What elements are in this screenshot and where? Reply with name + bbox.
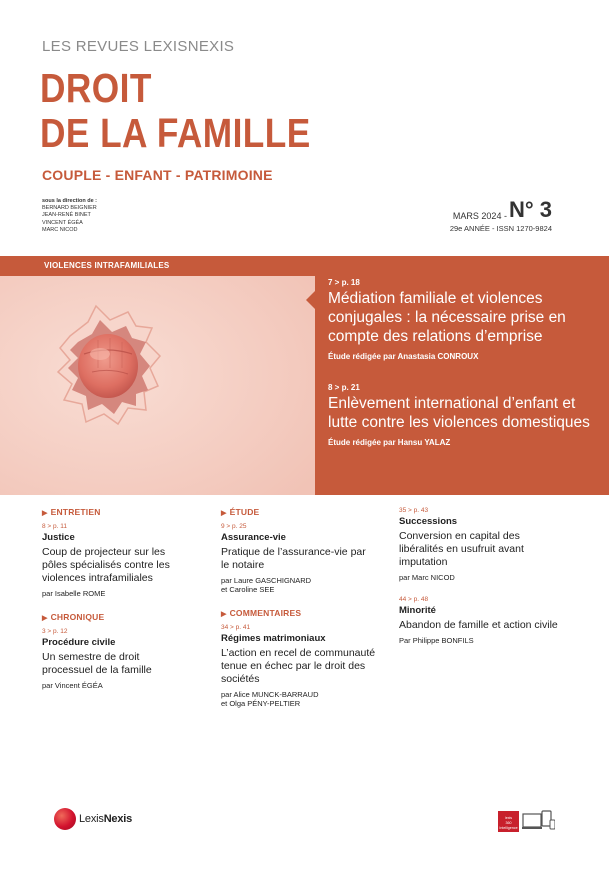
publisher-logo-text: LexisNexis	[79, 813, 133, 825]
entry-title: Procédure civile	[42, 637, 116, 648]
entry-title: Successions	[399, 516, 458, 527]
entry-minorite[interactable]	[399, 596, 559, 645]
entry-text: Coup de projecteur sur les pôles spécialisés contre les violences intrafamiliales	[42, 546, 170, 584]
feature-ref: 8 > p. 21	[328, 383, 360, 392]
entry-text: Abandon de famille et action civile	[399, 619, 558, 631]
entry-author: par Alice MUNCK-BARRAUD et Olga PÉNY-PELTIER	[221, 690, 319, 708]
feature-band	[0, 256, 609, 495]
entry-ref: 44 > p. 48	[399, 596, 429, 603]
entry-commentaires[interactable]	[221, 608, 376, 708]
direction-name: BERNARD BEIGNIER	[42, 205, 97, 212]
column-1	[42, 507, 192, 704]
entry-title: Régimes matrimoniaux	[221, 633, 326, 644]
arrow-icon: ▶	[42, 510, 48, 517]
direction-name: VINCENT ÉGÉA	[42, 219, 83, 226]
entry-author: Par Philippe BONFILS	[399, 636, 474, 645]
arrow-icon: ▶	[42, 615, 48, 622]
entry-ref: 3 > p. 12	[42, 628, 68, 635]
section-heading: ▶ ÉTUDE	[221, 507, 260, 517]
feature-band-left	[0, 256, 315, 495]
entry-author: par Vincent ÉGÉA	[42, 681, 103, 690]
feature-title: Enlèvement international d’enfant et lutte contre les violences domestiques	[328, 395, 590, 431]
column-2	[221, 507, 376, 722]
fist	[78, 334, 138, 398]
entry-ref: 34 > p. 41	[221, 624, 251, 631]
entry-title: Justice	[42, 532, 75, 543]
page-title-line1: DROIT	[40, 65, 152, 111]
direction-block	[42, 198, 97, 234]
issue-number: N° 3	[508, 197, 552, 222]
entry-ref: 9 > p. 25	[221, 523, 247, 530]
section-heading: ▶ CHRONIQUE	[42, 612, 105, 622]
issue-info	[453, 199, 552, 221]
publisher-logo-mark	[54, 808, 76, 830]
feature-byline: Étude rédigée par Anastasia CONROUX	[328, 352, 479, 361]
feature-title: Médiation familiale et violences conjugales : la nécessaire prise en compte des relations d’emprise	[328, 290, 566, 345]
issn: 29e ANNÉE - ISSN 1270-9824	[449, 224, 552, 233]
publisher-logo	[54, 808, 132, 830]
section-heading: ▶ ENTRETIEN	[42, 507, 101, 517]
column-3	[399, 507, 559, 659]
direction-name: MARC NICOD	[42, 226, 78, 233]
entry-etude[interactable]	[221, 507, 376, 594]
feature-article-1[interactable]	[328, 278, 593, 361]
entry-author: par Isabelle ROME	[42, 589, 106, 598]
entry-text: Pratique de l’assurance-vie par le notaire	[221, 546, 366, 571]
entry-title: Minorité	[399, 605, 436, 616]
entry-author: par Marc NICOD	[399, 573, 455, 582]
entry-ref: 8 > p. 11	[42, 523, 67, 530]
entry-ref: 35 > p. 43	[399, 507, 429, 514]
feature-band-right	[315, 256, 609, 495]
issue-date: MARS 2024 -	[452, 211, 507, 221]
section-heading: ▶ COMMENTAIRES	[221, 608, 302, 618]
page-title-line2: DE LA FAMILLE	[40, 110, 311, 156]
entry-title: Assurance-vie	[221, 532, 286, 543]
feature-byline: Étude rédigée par Hansu YALAZ	[328, 438, 451, 447]
feature-ref: 7 > p. 18	[328, 278, 360, 287]
lexis360-badge: lexis 360 Intelligence	[498, 811, 519, 832]
entry-entretien[interactable]	[42, 507, 192, 598]
entry-text: L’action en recel de communauté tenue en échec par le droit des sociétés	[221, 647, 376, 685]
devices-icon	[522, 809, 555, 833]
direction-name: JEAN-RENÉ BINET	[42, 212, 91, 219]
band-label: VIOLENCES INTRAFAMILIALES	[0, 256, 315, 276]
entry-successions[interactable]	[399, 507, 559, 582]
band-pointer	[306, 291, 315, 309]
entry-text: Conversion en capital des libéralités en usufruit avant imputation	[399, 530, 524, 568]
fist-through-paper-image	[0, 276, 315, 495]
entry-chronique[interactable]	[42, 612, 192, 690]
series-name: LES REVUES LEXISNEXIS	[42, 38, 235, 55]
arrow-icon: ▶	[221, 510, 227, 517]
feature-article-2[interactable]	[328, 383, 593, 447]
entry-author: par Laure GASCHIGNARD et Caroline SEE	[221, 576, 312, 594]
direction-label: sous la direction de :	[42, 198, 98, 204]
page-subtitle: COUPLE - ENFANT - PATRIMOINE	[42, 167, 273, 183]
arrow-icon: ▶	[221, 611, 227, 618]
entry-text: Un semestre de droit processuel de la famille	[42, 651, 152, 676]
